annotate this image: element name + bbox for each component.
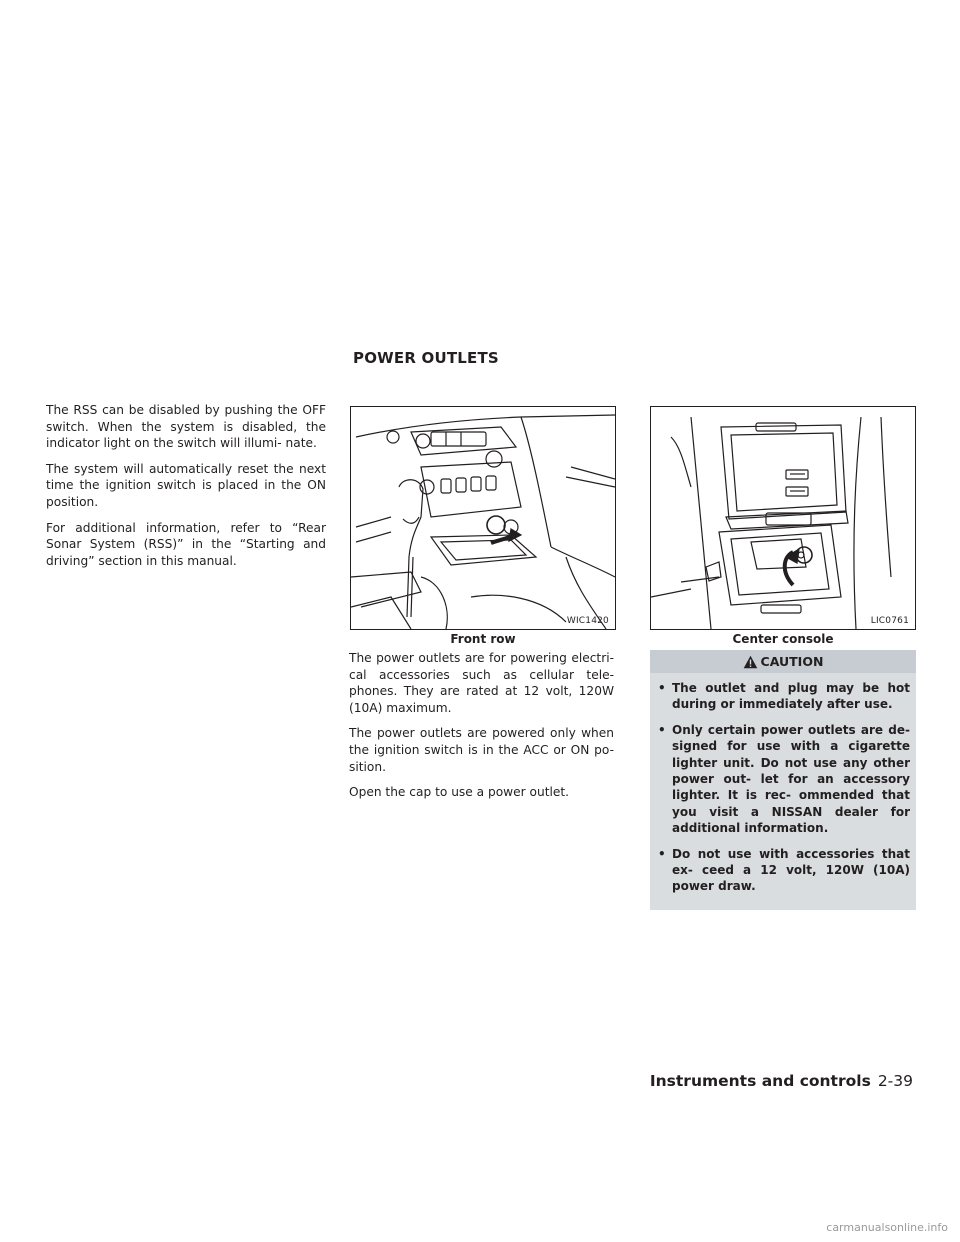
watermark: carmanualsonline.info <box>826 1221 948 1234</box>
caution-header <box>650 650 916 673</box>
paragraph: The RSS can be disabled by pushing the OFF switch. When the system is disabled, the indicator light on the switch will illumi- nate. <box>46 403 326 451</box>
caution-title: CAUTION <box>760 654 824 669</box>
figure-code: WIC1420 <box>566 616 609 626</box>
section-title: POWER OUTLETS <box>353 349 499 367</box>
middle-column <box>349 650 614 810</box>
caution-text: Do not use with accessories that ex- ceed a 12 volt, 120W (10A) power draw. <box>672 846 910 894</box>
paragraph: For additional information, refer to “Rear Sonar System (RSS)” in the “Starting and driving” section in this manual. <box>46 520 326 568</box>
center-console-illustration <box>650 406 916 630</box>
list-item <box>656 722 910 837</box>
page-footer <box>650 1072 913 1090</box>
bullet: • <box>658 846 666 861</box>
bullet: • <box>658 681 666 695</box>
figure-caption: Center console <box>732 632 834 646</box>
caution-list <box>650 673 916 910</box>
list-item <box>656 846 910 895</box>
front-row-illustration <box>350 406 616 630</box>
paragraph: The power outlets are for powering electri- cal accessories such as cellular tele- phones. They are rated at 12 volt, 120W (10A) maximum. <box>349 651 614 715</box>
caution-text: Only certain power outlets are de- signed for use with a cigarette lighter unit. Do not use any other power out- let for an accessory lighter. It is rec- ommended that you visit a NISSAN dealer for additional information. <box>672 722 910 836</box>
caution-text: The outlet and plug may be hot during or immediately after use. <box>672 681 910 712</box>
caution-box <box>650 650 916 910</box>
figure-caption: Front row <box>450 632 516 646</box>
footer-section-name: Instruments and controls <box>649 1072 871 1090</box>
page-number: 2-39 <box>877 1072 913 1090</box>
warning-icon <box>743 655 758 669</box>
paragraph: Open the cap to use a power outlet. <box>349 785 570 800</box>
bullet: • <box>658 722 666 737</box>
paragraph: The system will automatically reset the next time the ignition switch is placed in the ON position. <box>46 461 326 509</box>
paragraph: The power outlets are powered only when the ignition switch is in the ACC or ON po- sition. <box>349 726 614 774</box>
list-item <box>656 680 910 713</box>
figure-code: LIC0761 <box>870 616 909 626</box>
left-column <box>46 402 326 578</box>
